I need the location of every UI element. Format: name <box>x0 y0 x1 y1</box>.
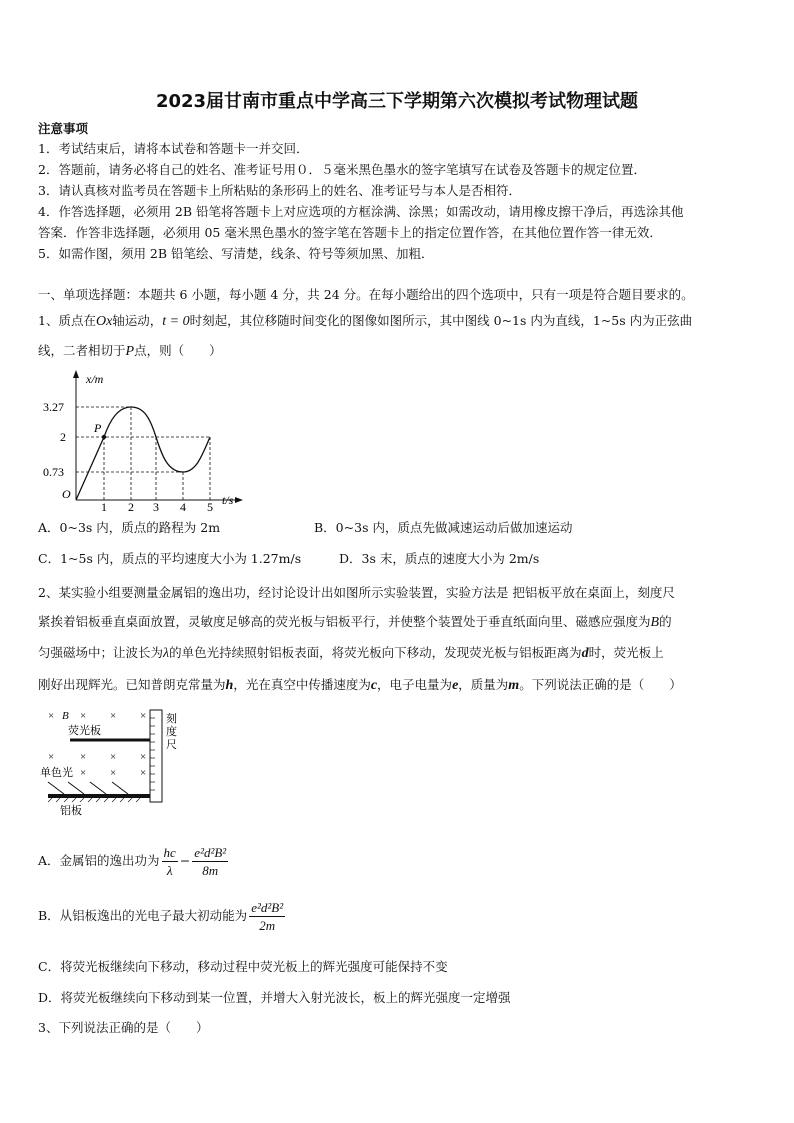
svg-text:×: × <box>80 767 87 779</box>
y-axis-label: x/m <box>86 372 104 386</box>
light-label: 单色光 <box>40 767 73 779</box>
svg-text:×: × <box>110 751 117 763</box>
q2-option-b: B．从铝板逸出的光电子最大初动能为 $\frac{\text{e²d²B²}}{2m}$ <box>38 900 284 933</box>
q1-stem-line2: 线，二者相切于P点，则（ ） <box>38 343 222 359</box>
plate-label: 铝板 <box>60 805 82 817</box>
section-heading: 一、单项选择题：本题共 6 小题，每小题 4 分，共 24 分。在每小题给出的四个选项中，只有一项是符合题目要求的。 <box>38 287 694 302</box>
svg-text:×: × <box>140 751 147 763</box>
q2-stem-line2: 紧挨着铝板垂直桌面放置，灵敏度足够高的荧光板与铝板平行，并使整个装置处于垂直纸面向里、磁感应强度为B的 <box>38 614 672 630</box>
q1-option-c: C．1~5s 内，质点的平均速度大小为 1.27m/s <box>38 551 302 566</box>
q2-option-d: D．将荧光板继续向下移动到某一位置，并增大入射光波长，板上的辉光强度一定增强 <box>38 990 511 1005</box>
q1-stem-line1: 1、质点在Ox轴运动，t = 0时刻起，其位移随时间变化的图像如图所示，其中图线 0~1s 内为直线，1~5s 内为正弦曲 <box>38 313 693 329</box>
svg-text:×: × <box>80 751 87 763</box>
svg-text:×: × <box>140 767 147 779</box>
q2-stem-line1: 2、某实验小组要测量金属铝的逸出功，经讨论设计出如图所示实验装置，实验方法是 把铝板平放在桌面上，刻度尺 <box>38 585 675 600</box>
svg-text:×: × <box>110 767 117 779</box>
screen-label: 荧光板 <box>68 725 101 737</box>
x-tick: 4 <box>180 500 186 513</box>
notice-item: 答案．作答非选择题，必须用 05 毫米黑色墨水的签字笔在答题卡上的指定位置作答，在其他位置作答一律无效． <box>38 225 662 240</box>
ruler-label: 刻度尺 <box>166 713 177 751</box>
q2-option-c: C．将荧光板继续向下移动，移动过程中荧光板上的辉光强度可能保持不变 <box>38 959 448 974</box>
notice-item: 5．如需作图，须用 2B 铅笔绘、写清楚，线条、符号等须加黑、加粗． <box>38 246 434 261</box>
q2-apparatus-figure <box>38 706 188 818</box>
q2-option-a: A．金属铝的逸出功为 $\frac{hc}{\lambda}$ − $\frac{\text{e²d²B²}}{8m}$ <box>38 845 227 878</box>
y-tick: 2 <box>60 430 66 444</box>
q1-graph <box>38 368 248 513</box>
x-tick: 2 <box>128 500 134 513</box>
y-tick: 0.73 <box>43 465 64 479</box>
q1-option-a: A．0~3s 内，质点的路程为 2m <box>38 520 221 535</box>
notice-heading: 注意事项 <box>38 121 89 136</box>
origin-label: O <box>62 487 71 501</box>
notice-item: 1．考试结束后，请将本试卷和答题卡一并交回． <box>38 141 309 156</box>
q2-stem-line4: 刚好出现辉光。已知普朗克常量为h，光在真空中传播速度为c，电子电量为e，质量为m。下列说法正确的是（ ） <box>38 677 682 693</box>
x-tick: 5 <box>207 500 213 513</box>
q1-option-d: D．3s 末，质点的速度大小为 2m/s <box>339 551 540 566</box>
svg-text:×: × <box>48 710 55 722</box>
point-p-label: P <box>94 421 102 435</box>
x-tick: 1 <box>101 500 107 513</box>
notice-item: 4．作答选择题，必须用 2B 铅笔将答题卡上对应选项的方框涂满、涂黑；如需改动，请用橡皮擦干净后，再选涂其他 <box>38 204 684 219</box>
notice-item: 2．答题前，请务必将自己的姓名、准考证号用０．５毫米黑色墨水的签字笔填写在试卷及答题卡的规定位置． <box>38 162 646 177</box>
b-field-label: B <box>62 710 69 722</box>
page-title: 2023届甘南市重点中学高三下学期第六次模拟考试物理试题 <box>155 91 639 112</box>
svg-text:×: × <box>110 710 117 722</box>
notice-item: 3．请认真核对监考员在答题卡上所粘贴的条形码上的姓名、准考证号与本人是否相符． <box>38 183 521 198</box>
q2-stem-line3: 匀强磁场中；让波长为λ的单色光持续照射铝板表面，将荧光板向下移动，发现荧光板与铝板距离为d时，荧光板上 <box>38 645 664 661</box>
svg-text:×: × <box>80 710 87 722</box>
q3-stem: 3、下列说法正确的是（ ） <box>38 1020 209 1035</box>
y-tick: 3.27 <box>43 400 64 414</box>
svg-text:×: × <box>140 710 147 722</box>
svg-text:×: × <box>48 751 55 763</box>
x-tick: 3 <box>153 500 159 513</box>
x-axis-label: t/s <box>222 493 234 507</box>
q1-option-b: B．0~3s 内，质点先做减速运动后做加速运动 <box>314 520 573 535</box>
